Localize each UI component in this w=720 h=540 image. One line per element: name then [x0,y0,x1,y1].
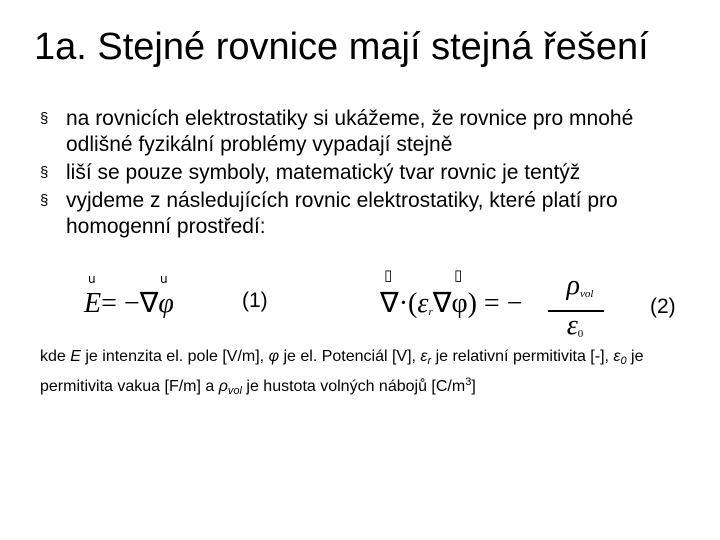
note-symbol-eps0: ε [613,348,621,365]
eq2-eps-sub: r [428,306,433,318]
eq2-rest: ∇φ) = − [432,288,523,319]
note-text: ] [471,378,476,395]
note-symbol-eps: ε [420,348,428,365]
eq2-numerator [550,270,610,302]
equation-1-number: (1) [242,289,268,312]
note-symbol-eps-sub: r [427,355,432,367]
symbol-explanation [40,346,660,402]
note-symbol-rho: ρ [218,378,228,395]
eq2-eps: ε [417,288,429,319]
equation-2-number: (2) [650,295,676,318]
note-text: je permitivita vakua [F/m] a [40,348,644,395]
note-superscript: 3 [465,376,472,388]
note-symbol-phi: φ [268,348,280,365]
vector-mark: u [88,272,96,286]
bullet-list [40,106,700,242]
equation-2 [380,286,523,320]
equation-1 [84,286,174,320]
bullet-item [40,188,700,240]
bullet-item [40,160,700,186]
eq2-div: ∇·( [380,288,418,319]
note-symbol-eps0-sub: 0 [620,355,627,367]
eq2-eps0-sub: 0 [577,328,584,340]
vector-mark: ▯ [384,266,393,284]
note-symbol-E: E [70,348,81,365]
vector-mark: u [160,272,168,286]
note-text: je relativní permitivita [-], [431,348,614,365]
eq1-phi: φ [158,288,174,319]
note-symbol-rho-sub: vol [227,385,242,397]
bullet-text: na rovnicích elektrostatiky si ukážeme, že rovnice pro mnohé odlišné fyzikální problémy vypadají stejně [66,107,634,156]
bullet-text: liší se pouze symboly, matematický tvar rovnic je tentýž [66,161,581,184]
bullet-item [40,106,700,158]
eq2-denominator [550,310,600,342]
bullet-marker-icon: § [40,192,49,209]
eq2-eps0: ε [566,310,578,341]
bullet-marker-icon: § [40,164,49,181]
eq2-rho: ρ [566,270,580,301]
note-text: je el. Potenciál [V], [279,348,421,365]
eq1-operator: = −∇ [101,288,159,319]
note-text: je hustota volných nábojů [C/m [241,378,466,395]
vector-mark: ▯ [454,266,463,284]
bullet-text: vyjdeme z následujících rovnic elektrostatiky, které platí pro homogenní prostředí: [66,189,618,238]
note-text: kde [40,348,71,365]
bullet-marker-icon: § [40,110,49,127]
eq1-lhs: E [84,288,102,319]
eq2-rho-sub: vol [580,288,594,300]
slide-title: 1a. Stejné rovnice mají stejná řešení [34,26,649,68]
note-text: je intenzita el. pole [V/m], [80,348,269,365]
